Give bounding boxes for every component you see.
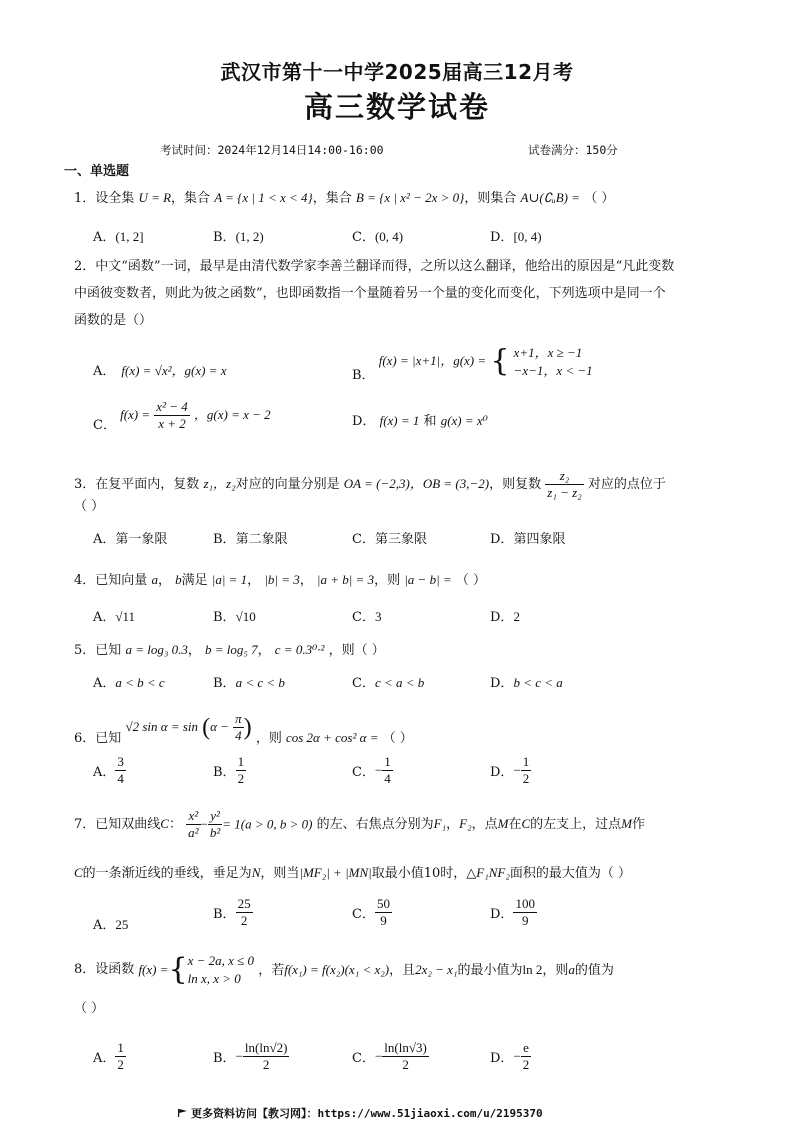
question-8-paren: （ ） [74,1001,105,1016]
q7-option-c: C． $\frac{50}{9}$ [352,896,390,928]
q2-option-a: A． f(x) = √x²，g(x) = x [93,363,227,379]
exam-subtitle: 高三数学试卷 [303,90,490,124]
q5-option-b: B．a < c < b [213,675,285,691]
q5-option-d: D．b < c < a [490,675,563,691]
q3-option-d: D．第四象限 [490,532,566,547]
brace-symbol: { [490,343,510,379]
section-heading: 一、单选题 [64,164,130,179]
q6-option-c: C．− $\frac{1}{4}$ [352,754,391,786]
q4-option-c: C．3 [352,609,382,625]
brace-symbol: { [168,952,188,987]
q1-option-c: C．(0, 4) [352,229,404,245]
exam-title: 武汉市第十一中学2025届高三12月考 [220,60,574,84]
q4-option-a: A．√11 [93,609,136,625]
q8-option-c: C．− $\frac{\ln(\ln√3)}{2}$ [352,1040,427,1072]
q2-option-c: C． f(x) = $\frac{\text{x² − 4}}{x + 2}$ ，g(x) = x − 2 [93,399,271,433]
question-4: 4．已知向量 a， b满足 |a| = 1， |b| = 3， |a + b| = 3，则 |a − b| = （ ） [74,572,486,588]
question-1: 1．设全集 U = R，集合 A = {x | 1 < x < 4}，集合 B = {x | x² − 2x > 0}，则集合 A∪(∁ᵤB) = （ ） [74,190,615,206]
q6-option-d: D．− $\frac{1}{2}$ [490,754,530,786]
q2-option-b: B． f(x) = |x+1|，g(x) = { x+1，x ≥ −1 −x−1，x < −1 [352,343,593,383]
q6-option-b: B． $\frac{1}{2}$ [213,754,245,786]
q3-option-c: C．第三象限 [352,532,427,547]
q4-option-b: B．√10 [213,609,256,625]
question-2-line-2: 中函彼变数者，则此为彼之函数”，也即函数指一个量随着另一个量的变化而变化，下列选项中是同一个 [74,286,666,301]
q1-option-b: B．(1, 2) [213,229,264,245]
q1-option-d: D．[0, 4) [490,229,542,245]
question-6: 6．已知 √2 sin α = sin (α − $\frac{\pi}{4}$ ) ，则 cos 2α + cos² α = （ ） [74,711,413,746]
full-score: 试卷满分：150分 [528,143,618,157]
exam-time: 考试时间：2024年12月14日14:00-16:00 [160,143,384,157]
q8-option-a: A． $\frac{1}{2}$ [93,1040,124,1072]
q7-option-a: A．25 [93,917,129,933]
question-5: 5．已知 a = log₃ 0.3， b = log₅ 7， c = 0.3⁰·² ，则（ ） [74,642,385,658]
q5-option-a: A．a < b < c [93,675,165,691]
q1-option-a: A．(1, 2] [93,229,144,245]
q8-option-d: D．− $\frac{e}{2}$ [490,1040,530,1072]
q6-option-a: A． $\frac{3}{4}$ [93,754,124,786]
q3-option-a: A．第一象限 [93,532,168,547]
question-7-line-2: C的一条渐近线的垂线，垂足为N，则当|MF₂| + |MN|取最小值10时，△F₁NF₂面积的最大值为（ ） [74,865,632,881]
q3-option-b: B．第二象限 [213,532,288,547]
q7-option-d: D． $\frac{100}{9}$ [490,896,535,928]
q7-option-b: B． $\frac{25}{2}$ [213,896,251,928]
question-2-line-3: 函数的是（） [74,313,153,328]
q8-option-b: B．− $\frac{\ln(\ln√2)}{2}$ [213,1040,288,1072]
question-7-line-1: 7．已知双曲线C： $\frac{\text{x²}}{\text{a²}}$ − $\frac{\text{y²}}{\text{b²}}$ = 1(a > 0, b > 0) 的左、右焦点分别为F₁，F₂，点M在C的左支上，过点M作 [74,808,646,840]
footer-link[interactable]: 更多资料访问【教习网】：https://www.51jiaoxi.com/u/2195370 [178,1105,543,1121]
q5-option-c: C．c < a < b [352,675,425,691]
question-3-paren: （ ） [74,499,105,514]
question-3: 3．在复平面内，复数 z₁，z₂对应的向量分别是 OA = (−2,3)，OB = (3,−2)，则复数 $\frac{\text{z₂}}{\text{z₁ − z₂}}$ 对应的点位于 [74,468,666,500]
q2-option-d: D． f(x) = 1 和 g(x) = x⁰ [352,413,488,429]
question-2-line-1: 2．中文“函数”一词，最早是由清代数学家李善兰翻译而得，之所以这么翻译，他给出的原因是“凡此变数 [74,259,675,274]
q4-option-d: D．2 [490,609,520,625]
flag-icon [178,1109,187,1117]
question-8: 8．设函数 f(x) ={ x − 2a, x ≤ 0 ln x, x > 0 ，若f(x₁) = f(x₂)(x₁ < x₂)，且2x₂ − x₁的最小值为ln 2，则a的值为 [74,952,614,987]
